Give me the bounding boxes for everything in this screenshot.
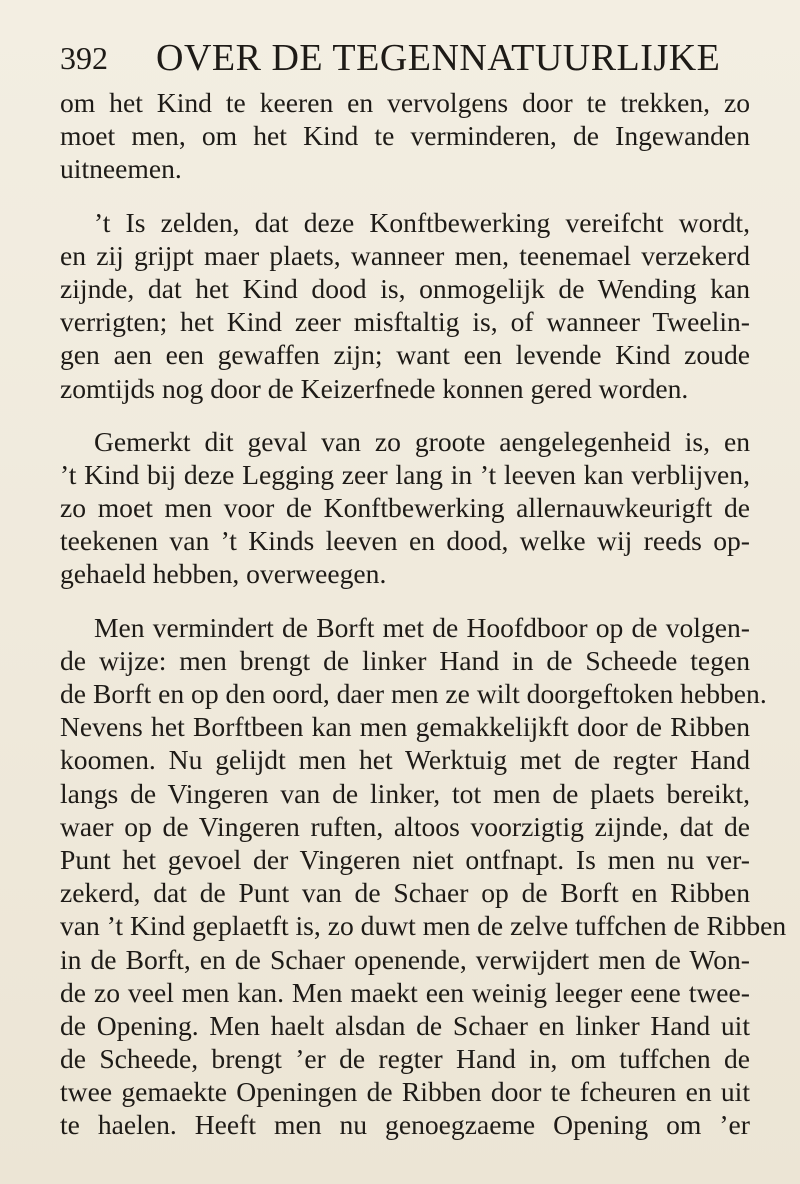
- text-line: Men vermindert de Borft met de Hoofdboor op de volgen-: [94, 611, 750, 643]
- text-line: om het Kind te keeren en vervolgens door te trekken, zo: [60, 87, 750, 118]
- text-line: en zij grijpt maer plaets, wanneer men, teenemael verzekerd: [60, 239, 750, 271]
- text-line: de Opening. Men haelt alsdan de Schaer en linker Hand uit: [60, 1009, 750, 1041]
- text-line: de Borft en op den oord, daer men ze wilt doorgeftoken hebben.: [60, 678, 767, 709]
- text-line: te haelen. Heeft men nu genoegzaeme Opening om ’er: [60, 1109, 750, 1141]
- text-line: twee gemaekte Openingen de Ribben door te fcheuren en uit: [60, 1076, 750, 1108]
- text-line: van ’t Kind geplaetft is, zo duwt men de zelve tuffchen de Ribben: [60, 910, 787, 942]
- text-line: waer op de Vingeren ruften, altoos voorzigtig zijnde, dat de: [60, 810, 750, 842]
- text-line: de wijze: men brengt de linker Hand in de Scheede tegen: [60, 644, 750, 676]
- text-line: uitneemen.: [60, 153, 182, 185]
- text-line: verrigten; het Kind zeer misftaltig is, of wanneer Tweelin-: [60, 306, 750, 338]
- text-line: Punt het gevoel der Vingeren niet ontfnapt. Is men nu ver-: [60, 843, 750, 875]
- paragraph: [60, 425, 750, 591]
- text-line: langs de Vingeren van de linker, tot men de plaets bereikt,: [60, 777, 750, 809]
- text-line: de zo veel men kan. Men maekt een weinig leeger eene twee-: [60, 976, 750, 1008]
- body-text: [60, 86, 787, 1162]
- paragraph: [60, 611, 787, 1142]
- text-line: de Scheede, brengt ’er de regter Hand in, om tuffchen de: [60, 1043, 750, 1075]
- text-line: ’t Kind bij deze Legging zeer lang in ’t leeven kan verblijven,: [60, 458, 750, 490]
- text-line: teekenen van ’t Kinds leeven en dood, welke wij reeds op-: [60, 525, 750, 557]
- text-line: zekerd, dat de Punt van de Schaer op de Borft en Ribben: [60, 877, 750, 909]
- text-line: zomtijds nog door de Keizerfnede konnen gered worden.: [60, 372, 689, 404]
- text-line: ’t Is zelden, dat deze Konftbewerking vereifcht wordt,: [94, 206, 750, 238]
- page-header: [60, 28, 750, 82]
- paragraph: [60, 206, 750, 405]
- text-line: gehaeld hebben, overweegen.: [60, 558, 387, 590]
- text-line: koomen. Nu gelijdt men het Werktuig met de regter Hand: [60, 744, 750, 776]
- text-line: Nevens het Borftbeen kan men gemakkelijkft door de Ribben: [60, 711, 750, 743]
- paragraph: [60, 86, 750, 186]
- running-head: OVER DE TEGENNATUURLIJKE: [156, 37, 721, 79]
- text-line: moet men, om het Kind te verminderen, de Ingewanden: [60, 120, 750, 152]
- text-line: zo moet men voor de Konftbewerking allernauwkeurigft de: [60, 492, 750, 524]
- text-line: in de Borft, en de Schaer openende, verwijdert men de Won-: [60, 943, 750, 975]
- text-line: zijnde, dat het Kind dood is, onmogelijk de Wending kan: [60, 272, 750, 304]
- text-line: gen aen een gewaffen zijn; want een levende Kind zoude: [60, 339, 750, 371]
- page-number: 392: [60, 40, 108, 76]
- text-line: Gemerkt dit geval van zo groote aengelegenheid is, en: [94, 425, 750, 457]
